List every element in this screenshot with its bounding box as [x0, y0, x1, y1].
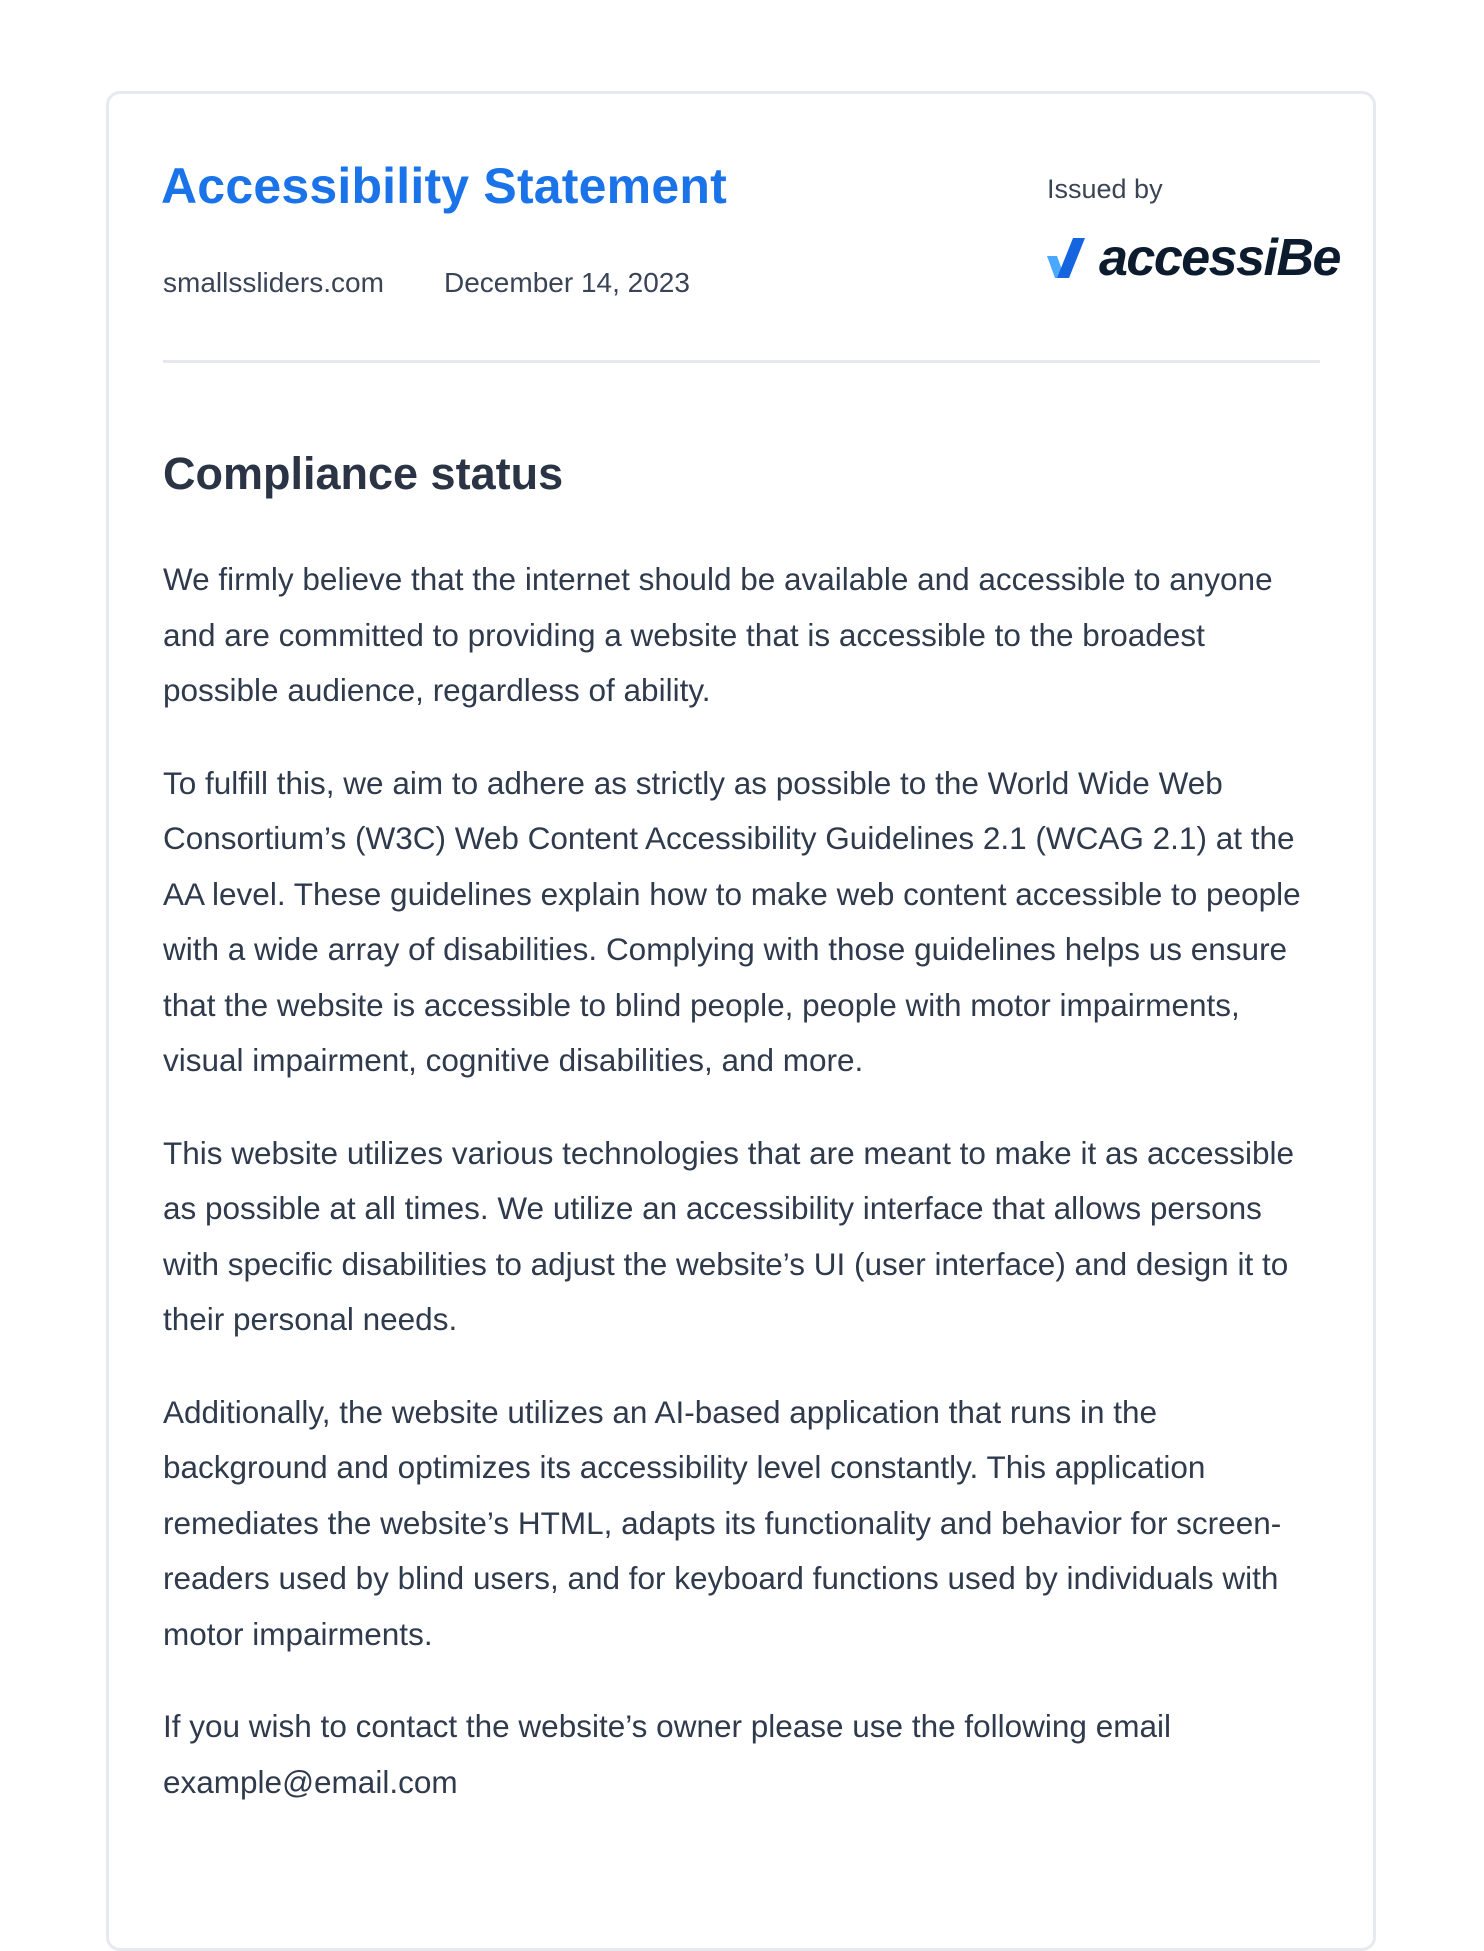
- paragraph: If you wish to contact the website’s owner please use the following email example@email.com: [163, 1708, 1171, 1800]
- paragraph: Additionally, the website utilizes an AI-based application that runs in the background and optimizes its accessibility level constantly. This application remediates the website’s HTML, adapts its functionality and behavior for screen-readers used by blind users, and for keyboard functions used by individuals with motor impairments.: [163, 1393, 1282, 1652]
- paragraph: This website utilizes various technologies that are meant to make it as accessible as possible at all times. We utilize an accessibility interface that allows persons with specific disabilities to adjust the website’s UI (user interface) and design it to their personal needs.: [163, 1134, 1295, 1337]
- page-title: Accessibility Statement: [161, 158, 727, 214]
- accessibe-logo: [1045, 229, 1340, 287]
- issued-by-label: Issued by: [1047, 174, 1163, 204]
- paragraph: To fulfill this, we aim to adhere as strictly as possible to the World Wide Web Consortium’s (W3C) Web Content Accessibility Guidelines 2.1 (WCAG 2.1) at the AA level. These guidelines explain how to make web content accessible to people with a wide array of disabilities. Complying with those guidelines helps us ensure that the website is accessible to blind people, people with motor impairments, visual impairment, cognitive disabilities, and more.: [163, 764, 1301, 1078]
- site-domain: smallssliders.com: [163, 267, 384, 298]
- section-title: Compliance status: [163, 448, 564, 499]
- statement-body: [163, 552, 1323, 1847]
- accessibe-logo-icon: [1045, 234, 1093, 282]
- header-divider: [163, 360, 1320, 363]
- logo-wordmark: accessiBe: [1099, 229, 1340, 287]
- statement-date: December 14, 2023: [444, 267, 690, 298]
- paragraph: We firmly believe that the internet should be available and accessible to anyone and are committed to providing a website that is accessible to the broadest possible audience, regardless of ability.: [163, 561, 1273, 708]
